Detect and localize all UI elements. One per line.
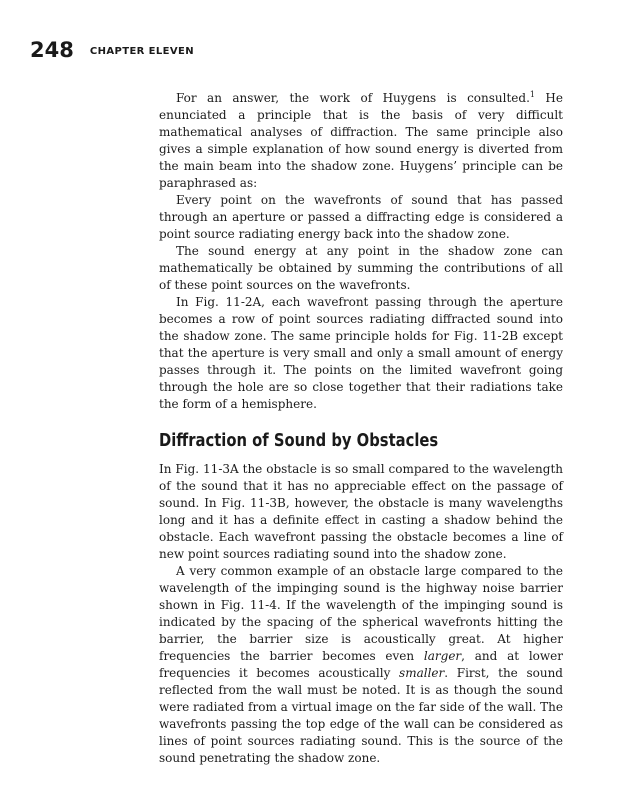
paragraph-text: He enunciated a principle that is the basis of very difficult mathematical analyses of diffraction. The same principle also gives a simple explanation of how sound energy is diverted from the main beam into the shadow zone. Huygens’ principle can be paraphrased as: <box>159 91 563 190</box>
paragraph: In Fig. 11-2A, each wavefront passing through the aperture becomes a row of point sources radiating diffracted sound into the shadow zone. The same principle holds for Fig. 11-2B except that the aperture is very small and only a small amount of energy passes through it. The points on the limited wavefront going through the hole are so close together that their radiations take the form of a hemisphere. <box>159 295 563 411</box>
emphasis-text: smaller <box>399 666 445 680</box>
paragraph-text: For an answer, the work of Huygens is consulted. <box>176 91 530 105</box>
page-number: 248 <box>30 38 74 62</box>
footnote-marker: 1 <box>529 90 535 99</box>
running-header <box>30 38 194 62</box>
paragraph: The sound energy at any point in the shadow zone can mathematically be obtained by summing the contributions of all of these point sources on the wavefronts. <box>159 244 563 292</box>
paragraph-text: . First, the sound reflected from the wall must be noted. It is as though the sound were radiated from a virtual image on the far side of the wall. The wavefronts passing the top edge of the wall can be considered as lines of point sources radiating sound. This is the source of the sound penetrating the shadow zone. <box>159 666 563 765</box>
paragraph <box>159 90 563 192</box>
paragraph-text: A very common example of an obstacle large compared to the wavelength of the impinging sound is the highway noise barrier shown in Fig. 11-4. If the wavelength of the impinging sound is indicated by the spacing of the spherical wavefronts hitting the barrier, the barrier size is acoustically great. At higher frequencies the barrier becomes even <box>159 564 563 663</box>
chapter-title: CHAPTER ELEVEN <box>89 46 195 57</box>
paragraph-text: , and at lower frequencies it becomes acoustically <box>159 649 563 680</box>
paragraph: In Fig. 11-3A the obstacle is so small compared to the wavelength of the sound that it has no appreciable effect on the passage of sound. In Fig. 11-3B, however, the obstacle is many wavelengths long and it has a definite effect in casting a shadow behind the obstacle. Each wavefront passing the obstacle becomes a line of new point sources radiating sound into the shadow zone. <box>159 462 563 561</box>
paragraph <box>159 563 563 767</box>
body-text <box>159 90 563 767</box>
paragraph: Every point on the wavefronts of sound that has passed through an aperture or passed a diffracting edge is considered a point source radiating energy back into the shadow zone. <box>159 193 563 241</box>
emphasis-text: larger <box>423 649 462 663</box>
section-heading: Diffraction of Sound by Obstacles <box>159 430 439 451</box>
